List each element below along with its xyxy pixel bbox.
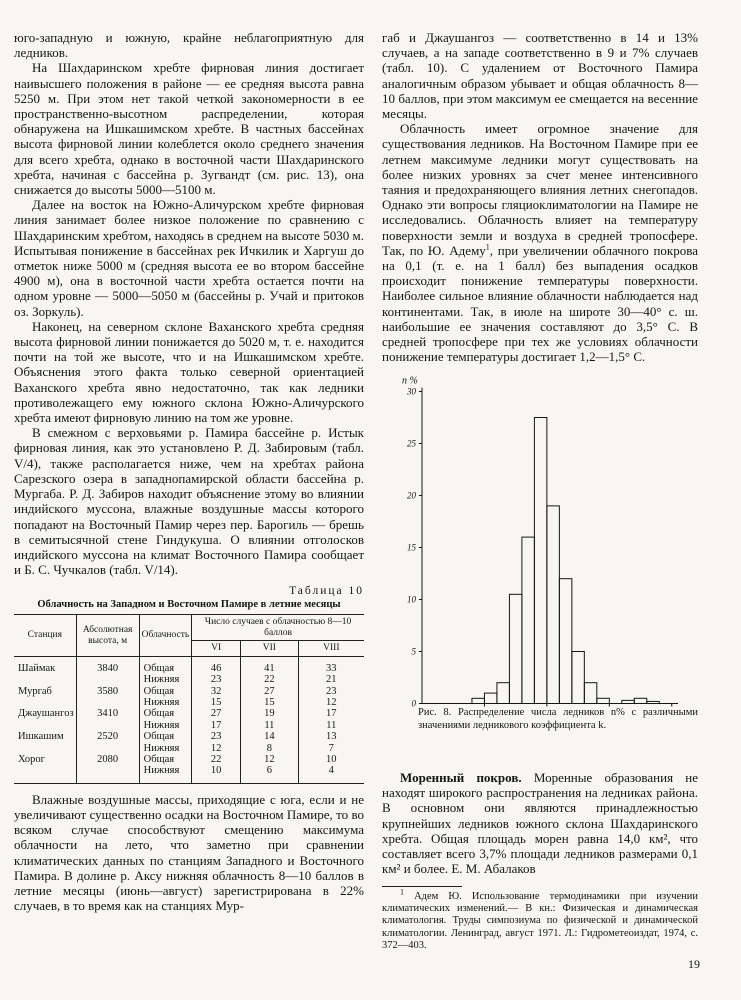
histogram-bar: [522, 537, 534, 703]
histogram-bar: [584, 683, 596, 704]
table-cell-altitude: [76, 765, 139, 776]
table-row: [14, 697, 364, 708]
table-cell-cloud: Общая: [139, 708, 192, 719]
col-header-month: VIII: [298, 641, 364, 657]
table-cell-cloud: Нижняя: [139, 674, 192, 685]
table-cell-altitude: [76, 720, 139, 731]
y-tick-label: 10: [407, 594, 416, 605]
table-cell-station: [14, 743, 76, 754]
paragraph-text: , при увеличении облачного покрова на 0,1 (т. е. на 1 балл) без выпадения осадков происходит понижение температуры поверхности. Наиболее сильное влияние облачности наблюдается над континентами. Так, в июле на широте 30—40° с. ш. наибольшие ее значения составляют до 3,5° С. В средней тропосфере при тех же условиях облачности понижение температуры достигает 1,2—1,5° С.: [382, 242, 698, 365]
table-cell-value: 12: [241, 754, 298, 765]
table-cell-value: 15: [241, 697, 298, 708]
table-cell-value: 7: [298, 743, 364, 754]
table-cell-altitude: [76, 697, 139, 708]
table-cell-station: Хорог: [18, 754, 45, 766]
table-cell-value: 12: [298, 697, 364, 708]
footnote-body: Адем Ю. Использование термодинамики при изучении климатических изменений.— В кн.: Физическая и динамическая климатология. Труды симпозиума по физической и динамической климатологии. Ленинград, август 1971. Л.: Гидрометеоиздат, 1974, с. 372—403.: [382, 891, 699, 951]
footnote-text: [382, 887, 699, 952]
histogram-bar: [534, 418, 546, 704]
y-tick-label: 30: [407, 386, 416, 397]
table-cell-altitude: 2080: [76, 754, 139, 765]
table-cell-value: 11: [298, 720, 364, 731]
y-tick-label: 0: [411, 698, 416, 707]
table-cell-cloud: Нижняя: [139, 765, 192, 776]
table-cell-cloud: Нижняя: [139, 743, 192, 754]
col-header-cloud: Облачность: [139, 615, 192, 657]
table-cell-value: 23: [192, 674, 241, 685]
table-cell-cloud: Общая: [139, 754, 192, 765]
right-column: [382, 30, 698, 364]
table-row: [14, 765, 364, 776]
table-cell-value: 41: [241, 663, 298, 674]
footnote-mark: 1: [485, 242, 490, 252]
histogram-bar: [597, 698, 609, 703]
table-cell-value: 4: [298, 765, 364, 776]
paragraph: Наконец, на северном склоне Ваханского хребта средняя высота фирновой линии понижается до 5020 м, т. е. находится почти на той же высоте, что и на Ишкашимском хребте. Объяснения этого факта только северной ориентацией Ваханского хребта явно недостаточно, так как ледники противолежащего ему южного склона Южно-Аличурского хребта имеют фирновую линию на том же уровне.: [14, 318, 364, 426]
col-header-group: Число случаев с облачностью 8—10 баллов: [192, 615, 364, 641]
table-cell-value: 14: [241, 731, 298, 742]
table-cell-altitude: 3840: [76, 663, 139, 674]
paragraph-text: Облачность имеет огромное значение для существования ледников. На Восточном Памире при ее летнем максимуме ледники могут существовать на более низких уровнях за счет менее интенсивного таяния и предохраняющего влияния летних снегопадов. Однако эти вопросы гляциоклиматологии на Памире не исследовались. Облачность влияет на температуру поверхности земли и воздуха в средней тропосфере. Так, по Ю. Адему: [382, 121, 698, 258]
table-cell-value: 6: [241, 765, 298, 776]
histogram-bar: [484, 693, 496, 703]
moraine-section: [382, 770, 698, 876]
y-tick-label: 15: [407, 542, 416, 553]
table-row: [14, 720, 364, 731]
table-title: Облачность на Западном и Восточном Памире в летние месяцы: [37, 599, 341, 611]
paragraph-text: Моренные образования не находят широкого распространения на ледниках района. В основном они являются принадлежностью крупнейших ледников южного склона Шахдаринского хребта. Общая площадь морен равна 14,0 км², что составляет всего 3,7% площади ледников размерами 0,1 км² и более. Е. М. Абалаков: [382, 770, 698, 877]
y-tick-label: 5: [411, 646, 416, 657]
footnote: [382, 886, 698, 952]
paragraph: [382, 770, 698, 876]
table-cell-value: 21: [298, 674, 364, 685]
table-cell-value: 8: [241, 743, 298, 754]
table-cell-value: 15: [192, 697, 241, 708]
table-cell-value: 27: [241, 686, 298, 697]
table-cell-station: [14, 720, 76, 731]
table-cell-value: 46: [192, 663, 241, 674]
table-cell-value: 12: [192, 743, 241, 754]
table-cell-cloud: Нижняя: [139, 697, 192, 708]
paragraph: На Шахдаринском хребте фирновая линия достигает наивысшего положения в районе — ее средняя высота равна 5250 м. При этом нет такой четкой закономерности в ее пространственно-высотном распределении, которая обнаружена на Ишкашимском хребте. В частных бассейнах высота фирновой линии колеблется около среднего значения для всего хребта, однако в восточной части Шахдаринского хребта, начиная с бассейна р. Зугвандт (см. рис. 13), она снижается до высоты 5000—5100 м.: [14, 60, 364, 198]
footnote-rule: [382, 886, 462, 887]
table-cell-value: 23: [192, 731, 241, 742]
table-row: [14, 674, 364, 685]
table-cell-value: 19: [241, 708, 298, 719]
table-row: [14, 663, 364, 674]
y-axis-label: n %: [402, 375, 418, 387]
table-row: [14, 686, 364, 697]
table-cell-value: 22: [241, 674, 298, 685]
table-row: [14, 754, 364, 765]
paragraph: [382, 121, 698, 364]
col-header-altitude: Абсолютная высота, м: [76, 615, 139, 657]
page-number: 19: [688, 957, 700, 971]
paragraph: габ и Джаушангоз — соответственно в 14 и 13% случаев, а на западе соответственно в 9 и 7% случаев (табл. 10). С удалением от Восточного Памира аналогичным образом убывает и общая облачность 8—10 баллов, при этом максимум ее смещается на весенние месяцы.: [382, 30, 698, 122]
table-cell-altitude: [76, 674, 139, 685]
table-cell-cloud: Общая: [139, 731, 192, 742]
y-tick-label: 20: [407, 490, 416, 501]
table-cell-value: 33: [298, 663, 364, 674]
paragraph: юго-западную и южную, крайне неблагоприятную для ледников.: [14, 30, 364, 61]
table-cell-station: Шаймак: [18, 662, 56, 674]
table-cell-value: 10: [298, 754, 364, 765]
table-cell-station: Джаушангоз: [18, 708, 74, 720]
table-cell-cloud: Нижняя: [139, 720, 192, 731]
cloudiness-table: [14, 614, 364, 784]
table-cell-station: [14, 697, 76, 708]
figure-caption: Рис. 8. Распределение числа ледников n% с различными значениями ледникового коэффициента k.: [418, 707, 698, 731]
histogram-bar: [509, 594, 521, 703]
table-cell-station: [14, 674, 76, 685]
histogram-bar: [572, 652, 584, 704]
paragraph: Влажные воздушные массы, приходящие с юга, если и не увеличивают существенно осадки на Восточном Памире, то во всяком случае способствуют смещению максимума облачности на лето, что заметно при сравнении климатических данных по станциям Западного и Восточного Памира. В долине р. Аксу нижняя облачность 8—10 баллов в летние месяцы (июнь—август) зарегистрирована в 22% случаев, в то время как на станциях Мур-: [14, 791, 364, 914]
table-cell-altitude: 3580: [76, 686, 139, 697]
footnote-mark: 1: [400, 887, 404, 897]
table-cell-station: Ишкашим: [18, 731, 64, 743]
table-cell-station: [14, 765, 76, 776]
table-cell-value: 27: [192, 708, 241, 719]
figure-8: [382, 362, 698, 731]
table-cell-value: 23: [298, 686, 364, 697]
table-cell-value: 22: [192, 754, 241, 765]
table-caption: Таблица 10: [289, 585, 364, 598]
table-cell-value: 11: [241, 720, 298, 731]
y-tick-label: 25: [407, 438, 416, 449]
histogram-bar: [547, 506, 559, 704]
paragraph: В смежном с верховьями р. Памира бассейне р. Истык фирновая линия, как это установлено Р. Д. Забировым (табл. V/4), также располагается ниже, чем на хребтах района Сарезского озера в западнопамирской области бассейна р. Мургаба. Р. Д. Забиров находит объяснение этому во влиянии индийского муссона, влажные воздушные массы которого попадают на Восточный Памир через пер. Барогиль — брешь в семитысячной стене Гиндукуша. О влиянии отголосков индийского муссона на климат Восточного Памира сообщает и Б. С. Чучкалов (табл. V/14).: [14, 425, 364, 578]
histogram-bar: [472, 698, 484, 703]
paragraph: Далее на восток на Южно-Аличурском хребте фирновая линия занимает более низкое положение по сравнению с Шахдаринским хребтом, находясь в среднем на высоте 5030 м. Испытывая понижение в бассейнах рек Ичкилик и Харгуш до отметок ниже 5000 м (средняя высота ее во втором бассейне 4900 м), она в восточной части хребта остается почти на одном уровне — 5000—5050 м (бассейны р. Учай и притоков оз. Зоркуль).: [14, 197, 364, 319]
left-column: [14, 30, 364, 914]
table-row: [14, 731, 364, 742]
table-cell-value: 17: [192, 720, 241, 731]
table-cell-value: 13: [298, 731, 364, 742]
table-cell-altitude: 3410: [76, 708, 139, 719]
table-cell-altitude: [76, 743, 139, 754]
table-cell-altitude: 2520: [76, 731, 139, 742]
table-cell-cloud: Общая: [139, 686, 192, 697]
section-heading: Моренный покров.: [400, 770, 522, 785]
histogram-chart: [382, 362, 698, 707]
table-cell-value: 32: [192, 686, 241, 697]
table-row: [14, 743, 364, 754]
histogram-bar: [559, 579, 571, 704]
table-cell-value: 10: [192, 765, 241, 776]
col-header-month: VI: [192, 641, 241, 657]
col-header-month: VII: [241, 641, 298, 657]
table-cell-value: 17: [298, 708, 364, 719]
col-header-station: Станция: [27, 630, 62, 641]
table-cell-station: Мургаб: [18, 685, 52, 697]
table-cell-cloud: Общая: [139, 663, 192, 674]
histogram-bar: [634, 698, 646, 703]
table-row: [14, 708, 364, 719]
histogram-bar: [497, 683, 509, 704]
